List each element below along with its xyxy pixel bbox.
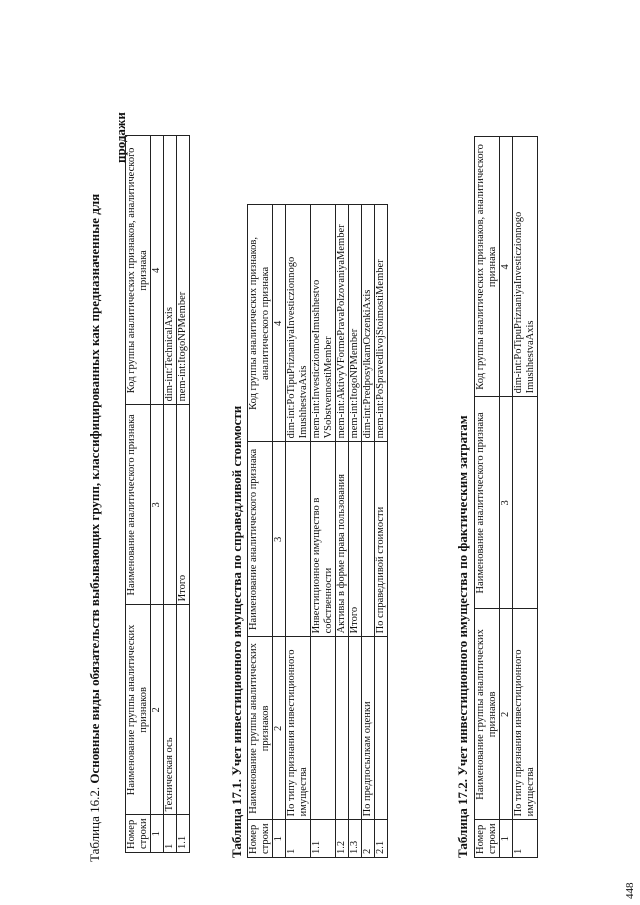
page-number: 448	[624, 882, 636, 899]
table1-caption-label: Таблица 16.2.	[87, 786, 102, 862]
table3-header-cell: Номер строки	[475, 820, 500, 858]
table2-index-row	[273, 205, 286, 858]
table-row	[349, 205, 362, 858]
table-cell	[311, 637, 336, 820]
table-cell: 2	[362, 820, 375, 858]
table-row	[375, 205, 388, 858]
table-cell: 1	[513, 820, 538, 858]
table-cell: mem-int:ItogoNPMember	[349, 205, 362, 442]
table-cell	[375, 637, 388, 820]
table-cell	[513, 397, 538, 609]
table2	[247, 204, 388, 858]
table-cell: По типу признания инвестиционного имущества	[286, 637, 311, 820]
table-row	[311, 205, 336, 858]
table-cell: 1.1	[311, 820, 336, 858]
table3-header-row	[475, 137, 500, 858]
table2-header-row	[248, 205, 273, 858]
table3-header-cell: Наименование аналитического признака	[475, 397, 500, 609]
table1-caption-title: Основные виды обязательств выбывающих групп, классифицированных как предназначенные для	[87, 193, 102, 784]
table2-header-cell: Номер строки	[248, 820, 273, 858]
table2-header-cell: Код группы аналитических признаков, аналитического признака	[248, 205, 273, 442]
table-cell: Активы в форме права пользования	[336, 442, 349, 637]
table1-header-row	[126, 136, 151, 853]
table1-index-cell: 4	[151, 136, 164, 405]
table-row	[362, 205, 375, 858]
table2-header-cell: Наименование группы аналитических признаков	[248, 637, 273, 820]
table-cell: dim-int:PoTipuPriznaniyaInvesticzionnogo ImushhestvaAxis	[286, 205, 311, 442]
table1-caption	[87, 194, 103, 862]
table-cell: 2.1	[375, 820, 388, 858]
table3	[474, 136, 538, 858]
table-cell: dim-int:PredposylkamOczenkiAxis	[362, 205, 375, 442]
table-row	[286, 205, 311, 858]
table3-caption-title: Таблица 17.2. Учет инвестиционного имущества по фактическим затратам	[455, 415, 470, 858]
table1-index-cell: 3	[151, 405, 164, 605]
table3-index-row	[500, 137, 513, 858]
table-cell	[336, 637, 349, 820]
table-cell: mem-int:ItogoNPMember	[177, 136, 190, 405]
table-row	[164, 136, 177, 853]
table-cell: Техническая ось	[164, 605, 177, 815]
table-cell	[362, 442, 375, 637]
table1	[125, 135, 190, 853]
table-cell: 1.2	[336, 820, 349, 858]
table-cell: dim-int:TechnicalAxis	[164, 136, 177, 405]
table1-index-row	[151, 136, 164, 853]
table1-header-cell: Наименование аналитического признака	[126, 405, 151, 605]
table3-header-cell: Наименование группы аналитических признаков	[475, 609, 500, 820]
table-cell	[286, 442, 311, 637]
table-cell: Итого	[177, 405, 190, 605]
table-cell: mem-int:AktivyVFormePravaPolzovaniyaMember	[336, 205, 349, 442]
table3-index-cell: 2	[500, 609, 513, 820]
table3-index-cell: 4	[500, 137, 513, 397]
table2-index-cell: 3	[273, 442, 286, 637]
table-cell	[349, 637, 362, 820]
table2-caption	[229, 406, 245, 858]
table1-header-cell: Номер строки	[126, 815, 151, 853]
table2-index-cell: 2	[273, 637, 286, 820]
table1-index-cell: 1	[151, 815, 164, 853]
table1-caption-title-2: продажи	[113, 112, 128, 163]
table3-header-cell: Код группы аналитических признаков, аналитического признака	[475, 137, 500, 397]
table-cell: 1.3	[349, 820, 362, 858]
table2-index-cell: 4	[273, 205, 286, 442]
table-row	[513, 137, 538, 858]
table-cell: dim-int:PoTipuPriznaniyaInvesticzionnogo ImushhestvaAxis	[513, 137, 538, 397]
table3-caption	[455, 415, 471, 858]
table1-header-cell: Код группы аналитических признаков, аналитического признака	[126, 136, 151, 405]
table-row	[177, 136, 190, 853]
table-cell: Итого	[349, 442, 362, 637]
table-row	[336, 205, 349, 858]
table-cell: По предпосылкам оценки	[362, 637, 375, 820]
table3-index-cell: 1	[500, 820, 513, 858]
table-cell: mem-int:InvesticzionnoeImushhestvo VSobstvennostiMember	[311, 205, 336, 442]
table2-header-cell: Наименование аналитического признака	[248, 442, 273, 637]
table-cell: Инвестиционное имущество в собственности	[311, 442, 336, 637]
table-cell: mem-int:PoSpravedlivojStoimostiMember	[375, 205, 388, 442]
table-cell: По справедливой стоимости	[375, 442, 388, 637]
table2-index-cell: 1	[273, 820, 286, 858]
table2-caption-title: Таблица 17.1. Учет инвестиционного имущества по справедливой стоимости	[229, 405, 244, 858]
table-cell: 1	[286, 820, 311, 858]
table1-index-cell: 2	[151, 605, 164, 815]
table-cell: 1.1	[177, 815, 190, 853]
table-cell	[177, 605, 190, 815]
table-cell: 1	[164, 815, 177, 853]
table1-header-cell: Наименование группы аналитических признаков	[126, 605, 151, 815]
table-cell: По типу признания инвестиционного имущества	[513, 609, 538, 820]
table3-index-cell: 3	[500, 397, 513, 609]
table-cell	[164, 405, 177, 605]
